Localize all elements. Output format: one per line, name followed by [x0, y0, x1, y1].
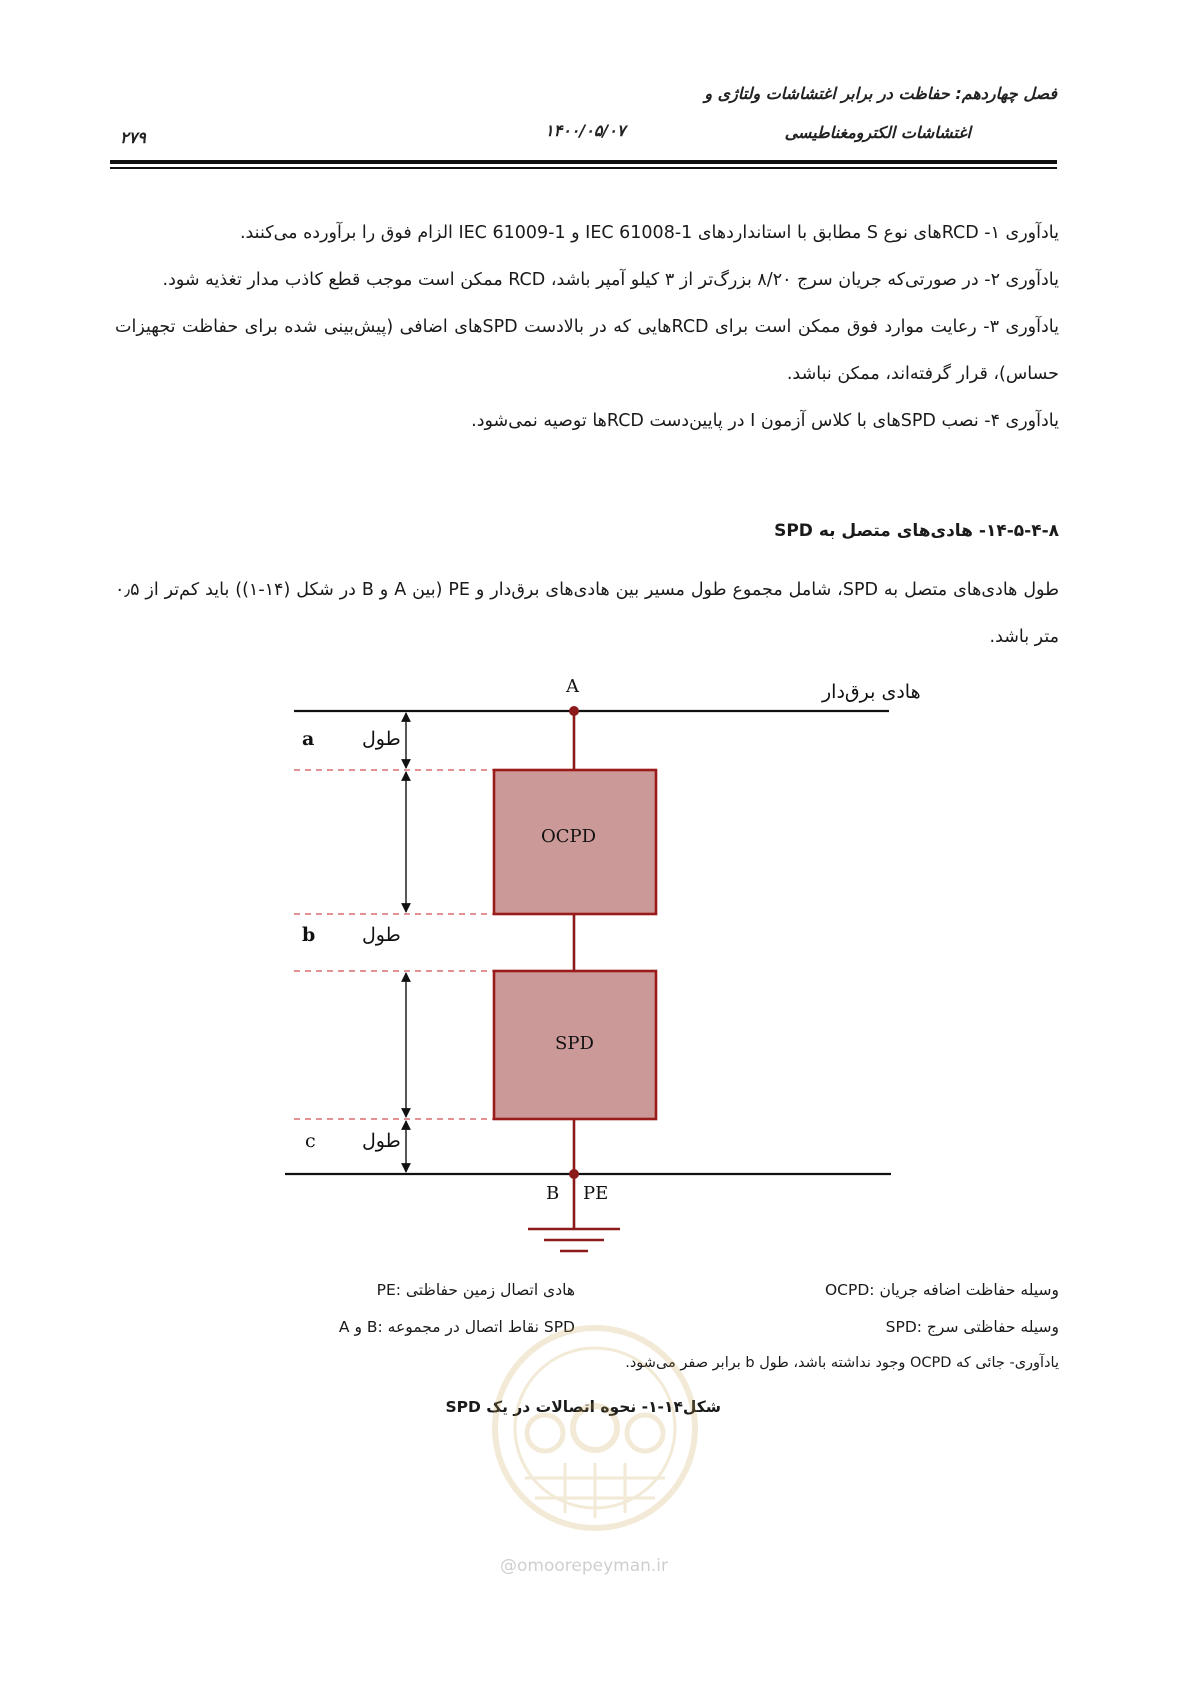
section-body: طول هادی‌های متصل به SPD، شامل مجموع طول مسیر بین هادی‌های برق‌دار و PE (بین A و B در شکل (۱۴-۱)) باید کم‌تر از ۰٫۵ متر باشد. [115, 580, 1059, 647]
chapter-title-line1: فصل چهاردهم: حفاظت در برابر اغتشاشات ولتاژی و [704, 84, 1057, 103]
spd-label: SPD [555, 1033, 594, 1054]
point-a-label: A [566, 676, 579, 697]
legend-pe: PE: هادی اتصال زمین حفاظتی [376, 1281, 575, 1299]
point-b-label: B [546, 1183, 560, 1204]
ocpd-label: OCPD [541, 826, 597, 847]
header-date: ۱۴۰۰/۰۵/۰۷ [545, 121, 626, 140]
watermark-text: @omoorepeyman.ir [500, 1556, 669, 1576]
section-heading: ۱۴-۵-۴-۸- هادی‌های متصل به SPD [774, 521, 1059, 541]
point-a-dot [569, 706, 579, 716]
length-b-word: طول [362, 924, 401, 946]
pe-label: PE [583, 1183, 609, 1204]
watermark-seal [485, 1318, 705, 1538]
note-3: یادآوری ۳- رعایت موارد فوق ممکن است برای RCDهایی که در بالادست SPDهای اضافی (پیش‌بینی شده برای حفاظت تجهیزات حساس)، قرار گرفته‌اند، ممکن نباشد. [115, 317, 1059, 384]
length-a-letter: a [302, 728, 315, 750]
length-c-letter: c [305, 1130, 316, 1152]
legend-spd: SPD: وسیله حفاظتی سرج [885, 1318, 1059, 1336]
legend-ab: A و B: نقاط اتصال در مجموعه SPD [338, 1318, 575, 1336]
legend-ocpd: OCPD: وسیله حفاظت اضافه جریان [824, 1281, 1059, 1299]
note-4: یادآوری ۴- نصب SPDهای با کلاس آزمون I در پایین‌دست RCDها توصیه نمی‌شود. [471, 411, 1059, 431]
note-1: یادآوری ۱- RCDهای نوع S مطابق با استانداردهای IEC 61008-1 و IEC 61009-1 الزام فوق را برآورده می‌کنند. [239, 223, 1059, 243]
live-conductor-label: هادی برق‌دار [822, 681, 921, 703]
note-2: یادآوری ۲- در صورتی‌که جریان سرج ۸/۲۰ بزرگ‌تر از ۳ کیلو آمپر باشد، RCD ممکن است موجب قطع کاذب مدار تغذیه شود. [162, 270, 1059, 290]
legend-note: یادآوری- جائی که OCPD وجود نداشته باشد، طول b برابر صفر می‌شود. [625, 1355, 1059, 1371]
page-number: ۲۷۹ [120, 128, 146, 147]
length-c-word: طول [362, 1130, 401, 1152]
chapter-title-line2: اغتشاشات الکترومغناطیسی [784, 123, 971, 142]
figure-caption: شکل۱۴-۱- نحوه اتصالات در یک SPD [445, 1398, 721, 1416]
point-b-dot [569, 1169, 579, 1179]
length-a-word: طول [362, 728, 401, 750]
length-b-letter: b [302, 924, 316, 946]
